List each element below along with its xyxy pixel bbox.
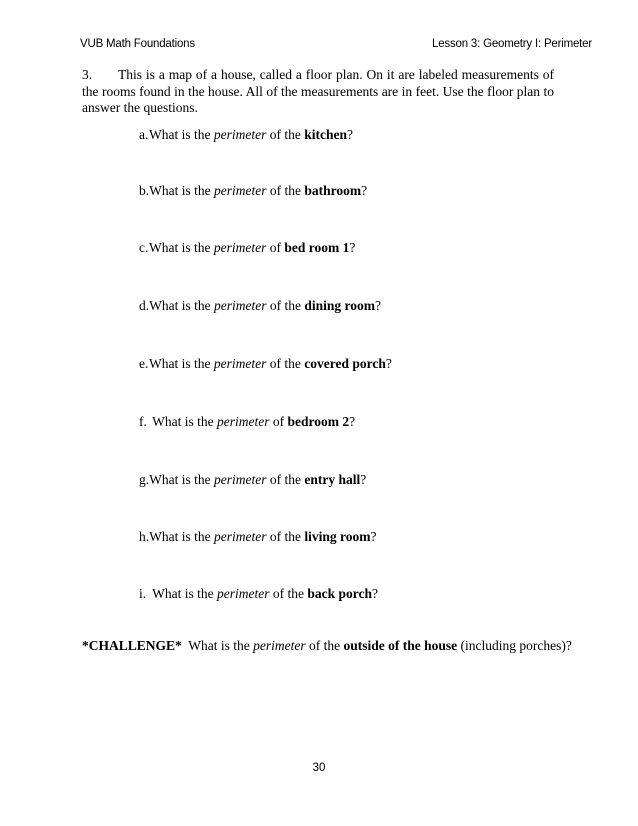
question-a — [139, 127, 353, 143]
question-f — [139, 414, 355, 430]
question-text: What is the — [149, 414, 217, 429]
question-b — [139, 183, 367, 199]
question-letter: f. — [139, 414, 147, 429]
question-text: What is the — [149, 298, 214, 313]
question-term: perimeter — [213, 240, 267, 255]
challenge-question — [82, 638, 572, 654]
question-text: of the — [266, 183, 305, 198]
question-letter: c. — [139, 240, 149, 255]
question-end: ? — [361, 183, 368, 198]
question-text: of the — [266, 356, 305, 371]
question-term: perimeter — [213, 356, 267, 371]
question-h — [139, 529, 376, 545]
question-text: of — [269, 414, 288, 429]
question-term: perimeter — [217, 586, 270, 601]
question-text: of the — [266, 529, 305, 544]
question-term: perimeter — [213, 529, 267, 544]
challenge-term: perimeter — [253, 638, 306, 653]
challenge-end: (including porches)? — [457, 638, 572, 653]
question-room: kitchen — [304, 127, 347, 142]
question-term: perimeter — [213, 183, 267, 198]
question-e — [139, 356, 392, 372]
question-room: dining room — [304, 298, 375, 313]
problem-text: This is a map of a house, called a floor plan. On it are labeled measurements of the rooms found in the house. All of the measurements are in feet. Use the floor plan to answer the questions. — [82, 67, 554, 115]
question-g — [139, 472, 366, 488]
question-end: ? — [385, 356, 392, 371]
question-text: What is the — [149, 127, 214, 142]
question-text: of the — [269, 586, 308, 601]
question-text: of — [266, 240, 285, 255]
question-letter: g. — [139, 472, 150, 487]
question-text: What is the — [149, 183, 214, 198]
question-letter: a. — [139, 127, 149, 142]
question-text: What is the — [149, 586, 217, 601]
question-end: ? — [346, 127, 353, 142]
question-i — [139, 586, 378, 602]
question-room: back porch — [307, 586, 372, 601]
question-text: What is the — [149, 529, 214, 544]
challenge-subject: outside of the house — [343, 638, 458, 653]
question-end: ? — [375, 298, 381, 313]
problem-intro — [82, 67, 554, 117]
question-end: ? — [370, 529, 377, 544]
page-number: 30 — [312, 762, 326, 774]
question-room: living room — [304, 529, 371, 544]
course-title: VUB Math Foundations — [80, 38, 195, 50]
question-room: covered porch — [304, 356, 386, 371]
question-letter: i. — [139, 586, 147, 601]
question-room: bedroom 2 — [287, 414, 350, 429]
challenge-text: What is the — [181, 638, 254, 653]
challenge-text: of the — [305, 638, 344, 653]
question-end: ? — [349, 414, 356, 429]
question-term: perimeter — [213, 472, 267, 487]
question-c — [139, 240, 355, 256]
question-letter: e. — [139, 356, 149, 371]
question-d — [139, 298, 381, 314]
question-room: bathroom — [304, 183, 362, 198]
question-letter: d. — [139, 298, 150, 313]
question-text: of the — [266, 127, 305, 142]
question-letter: b. — [139, 183, 150, 198]
question-term: perimeter — [213, 127, 267, 142]
question-text: What is the — [149, 240, 214, 255]
question-end: ? — [349, 240, 356, 255]
question-text: What is the — [149, 472, 214, 487]
question-term: perimeter — [213, 298, 267, 313]
question-room: entry hall — [304, 472, 361, 487]
question-term: perimeter — [217, 414, 270, 429]
lesson-title: Lesson 3: Geometry I: Perimeter — [432, 38, 592, 50]
question-room: bed room 1 — [284, 240, 350, 255]
question-text: What is the — [149, 356, 214, 371]
challenge-label: *CHALLENGE* — [82, 638, 182, 653]
question-end: ? — [372, 586, 378, 601]
question-letter: h. — [139, 529, 150, 544]
problem-number: 3. — [82, 67, 93, 82]
question-text: of the — [266, 298, 305, 313]
question-text: of the — [266, 472, 305, 487]
question-end: ? — [360, 472, 367, 487]
